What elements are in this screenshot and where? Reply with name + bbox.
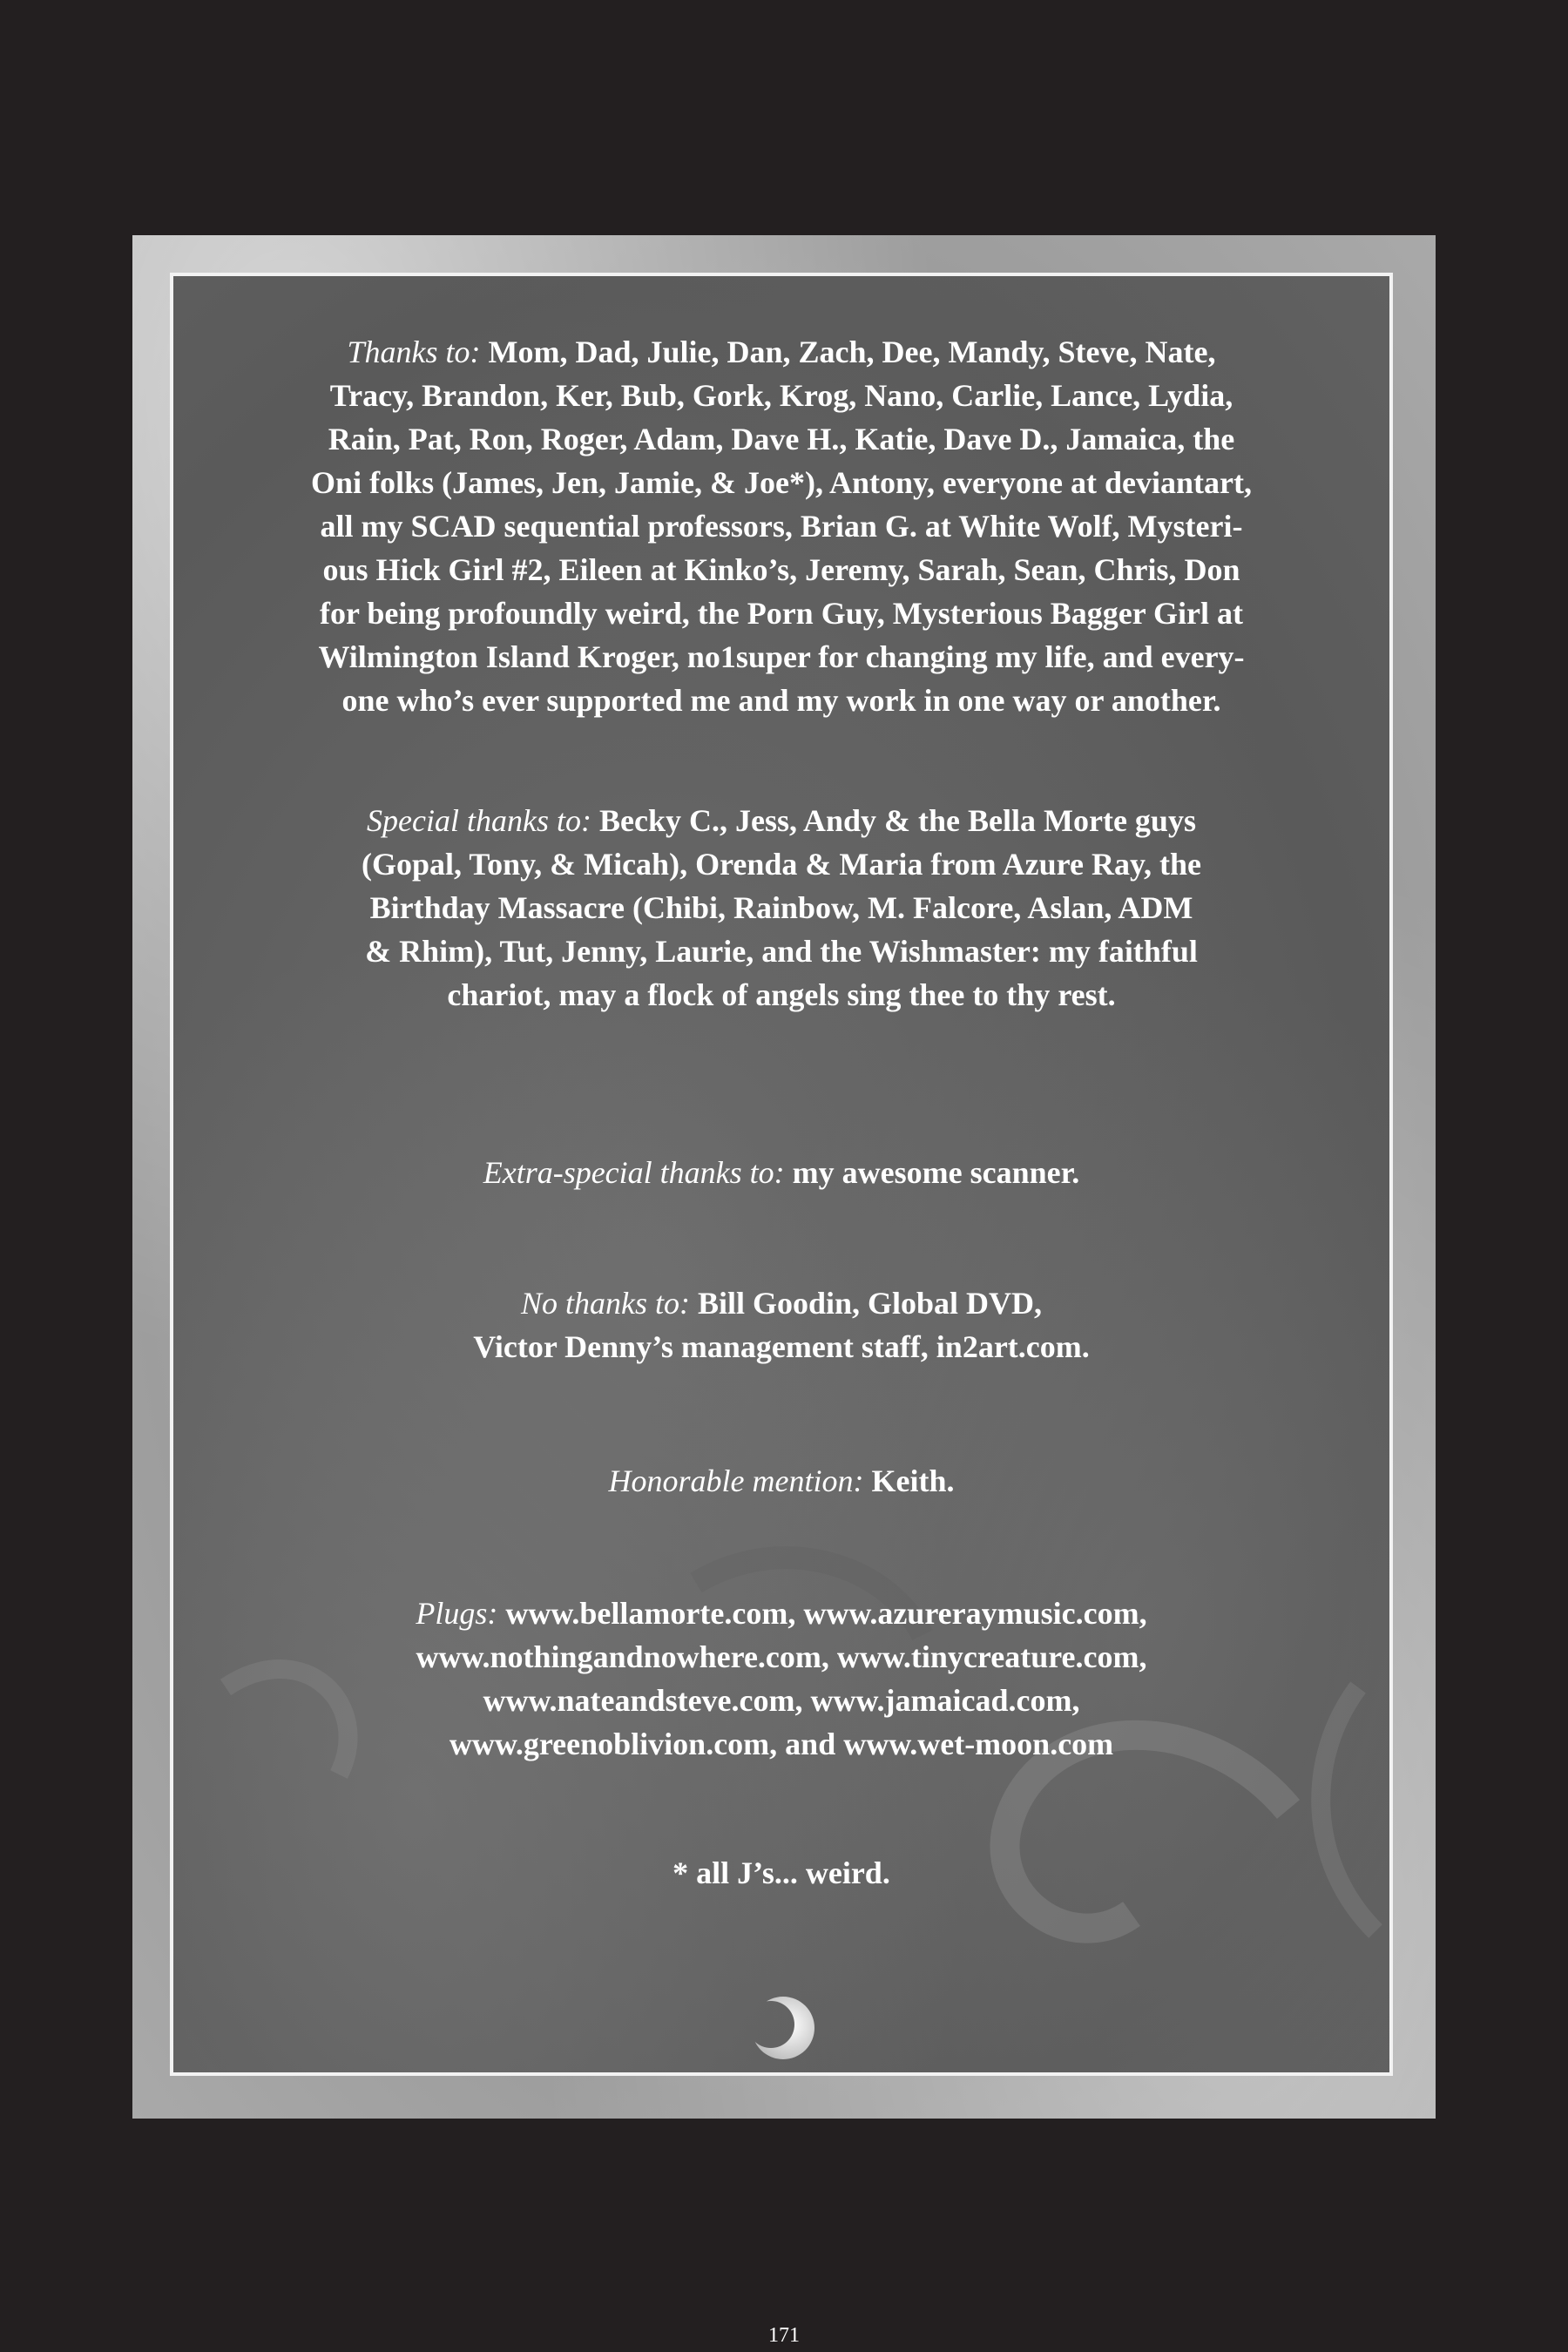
acknowledgments-panel: [170, 273, 1393, 2076]
page-number: 171: [768, 2324, 800, 2347]
plugs-line: Plugs: www.bellamorte.com, www.azureraymusic.com,: [416, 1596, 1147, 1631]
plugs-paragraph: [173, 1592, 1389, 1766]
honorable-mention-paragraph: [173, 1459, 1389, 1503]
thanks-line: Oni folks (James, Jen, Jamie, & Joe*), Antony, everyone at deviantart,: [311, 465, 1252, 500]
no-thanks-line: No thanks to: Bill Goodin, Global DVD,: [520, 1286, 1043, 1321]
extra-special-thanks-lead: Extra-special thanks to:: [483, 1155, 785, 1190]
plugs-line: www.nothingandnowhere.com, www.tinycreature.com,: [416, 1639, 1147, 1674]
plugs-line: www.nateandsteve.com, www.jamaicad.com,: [483, 1683, 1080, 1718]
thanks-line: Wilmington Island Kroger, no1super for changing my life, and every-: [318, 639, 1245, 674]
thanks-line: all my SCAD sequential professors, Brian G. at White Wolf, Mysteri-: [320, 509, 1243, 544]
thanks-line: Tracy, Brandon, Ker, Bub, Gork, Krog, Nano, Carlie, Lance, Lydia,: [329, 378, 1233, 413]
no-thanks-lead: No thanks to:: [520, 1286, 690, 1321]
extra-special-thanks-line: Extra-special thanks to: my awesome scanner.: [483, 1155, 1080, 1190]
page-panel: [132, 235, 1436, 2119]
plugs-line: www.greenoblivion.com, and www.wet-moon.com: [449, 1727, 1114, 1761]
thanks-line: for being profoundly weird, the Porn Guy, Mysterious Bagger Girl at: [320, 596, 1243, 631]
thanks-line: ous Hick Girl #2, Eileen at Kinko’s, Jeremy, Sarah, Sean, Chris, Don: [322, 552, 1240, 587]
thanks-paragraph: [173, 330, 1389, 722]
special-thanks-lead: Special thanks to:: [367, 803, 591, 838]
special-thanks-line: Birthday Massacre (Chibi, Rainbow, M. Falcore, Aslan, ADM: [369, 890, 1193, 925]
crescent-moon-icon: [748, 1991, 816, 2065]
no-thanks-line: Victor Denny’s management staff, in2art.com.: [473, 1329, 1090, 1364]
honorable-mention-line: Honorable mention: Keith.: [608, 1463, 955, 1498]
special-thanks-line: Special thanks to: Becky C., Jess, Andy & the Bella Morte guys: [367, 803, 1196, 838]
extra-special-thanks-paragraph: [173, 1151, 1389, 1194]
special-thanks-line: (Gopal, Tony, & Micah), Orenda & Maria from Azure Ray, the: [362, 847, 1201, 882]
footnote: * all J’s... weird.: [672, 1855, 890, 1890]
special-thanks-paragraph: [173, 799, 1389, 1017]
thanks-line: Rain, Pat, Ron, Roger, Adam, Dave H., Katie, Dave D., Jamaica, the: [328, 422, 1235, 456]
thanks-line: Thanks to: Mom, Dad, Julie, Dan, Zach, Dee, Mandy, Steve, Nate,: [347, 335, 1216, 369]
special-thanks-line: & Rhim), Tut, Jenny, Laurie, and the Wishmaster: my faithful: [365, 934, 1198, 969]
no-thanks-paragraph: [173, 1281, 1389, 1369]
honorable-mention-lead: Honorable mention:: [608, 1463, 864, 1498]
thanks-lead: Thanks to:: [347, 335, 481, 369]
special-thanks-line: chariot, may a flock of angels sing thee to thy rest.: [447, 977, 1116, 1012]
footnote-paragraph: [173, 1851, 1389, 1895]
thanks-line: one who’s ever supported me and my work in one way or another.: [341, 683, 1221, 718]
plugs-lead: Plugs:: [416, 1596, 498, 1631]
